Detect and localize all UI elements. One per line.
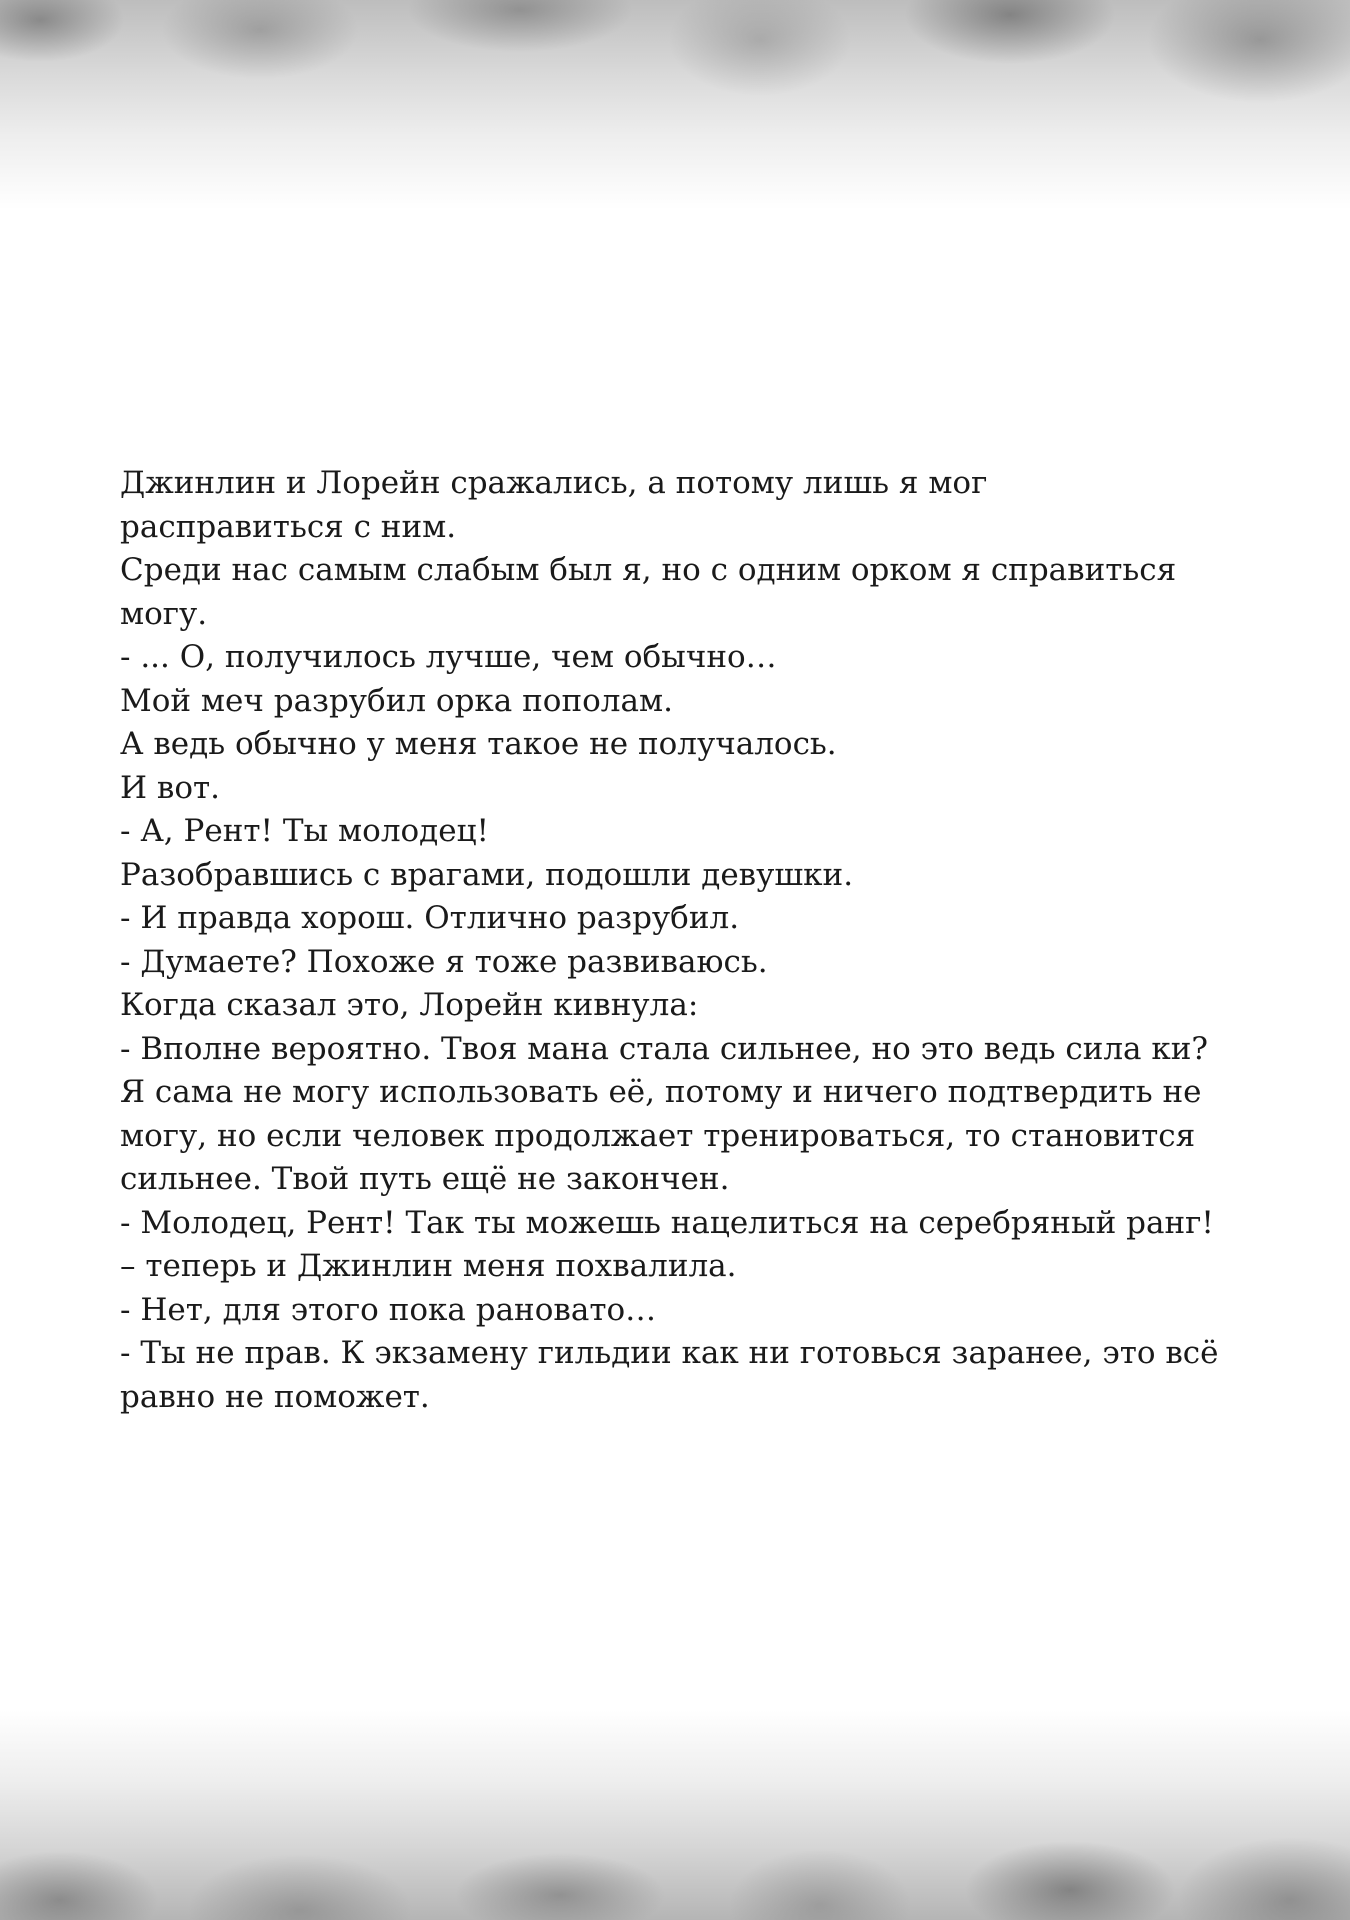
text-line: - И правда хорош. Отлично разрубил.: [120, 900, 740, 936]
text-line: равно не поможет.: [120, 1378, 430, 1415]
text-line: - Думаете? Похоже я тоже развиваюсь.: [120, 943, 768, 980]
story-text: [120, 462, 1250, 1419]
text-line: - Ты не прав. К экзамену гильдии как ни готовься заранее, это всё: [120, 1335, 1219, 1371]
stone-texture-top: [0, 0, 1350, 210]
text-line: - Нет, для этого пока рановато…: [120, 1291, 657, 1328]
text-line: расправиться с ним.: [120, 508, 457, 545]
text-line: Я сама не могу использовать её, потому и ничего подтвердить не: [120, 1074, 1202, 1110]
text-line: - ... О, получилось лучше, чем обычно…: [120, 639, 777, 675]
text-line: Разобравшись с врагами, подошли девушки.: [120, 856, 854, 893]
text-line: Среди нас самым слабым был я, но с одним орком я справиться: [120, 552, 1177, 588]
text-line: – теперь и Джинлин меня похвалила.: [120, 1248, 737, 1284]
stone-texture-bottom: [0, 1710, 1350, 1920]
text-line: - Вполне вероятно. Твоя мана стала сильнее, но это ведь сила ки?: [120, 1030, 1209, 1067]
text-line: Мой меч разрубил орка пополам.: [120, 682, 673, 719]
text-line: - А, Рент! Ты молодец!: [120, 813, 490, 849]
text-line: А ведь обычно у меня такое не получалось.: [120, 726, 837, 762]
text-line: Когда сказал это, Лорейн кивнула:: [120, 987, 699, 1023]
text-line: могу.: [120, 595, 208, 632]
text-line: - Молодец, Рент! Так ты можешь нацелиться на серебряный ранг!: [120, 1204, 1214, 1241]
text-line: сильнее. Твой путь ещё не закончен.: [120, 1161, 730, 1197]
text-line: Джинлин и Лорейн сражались, а потому лишь я мог: [120, 465, 988, 501]
text-line: могу, но если человек продолжает тренироваться, то становится: [120, 1117, 1196, 1154]
text-line: И вот.: [120, 769, 221, 806]
